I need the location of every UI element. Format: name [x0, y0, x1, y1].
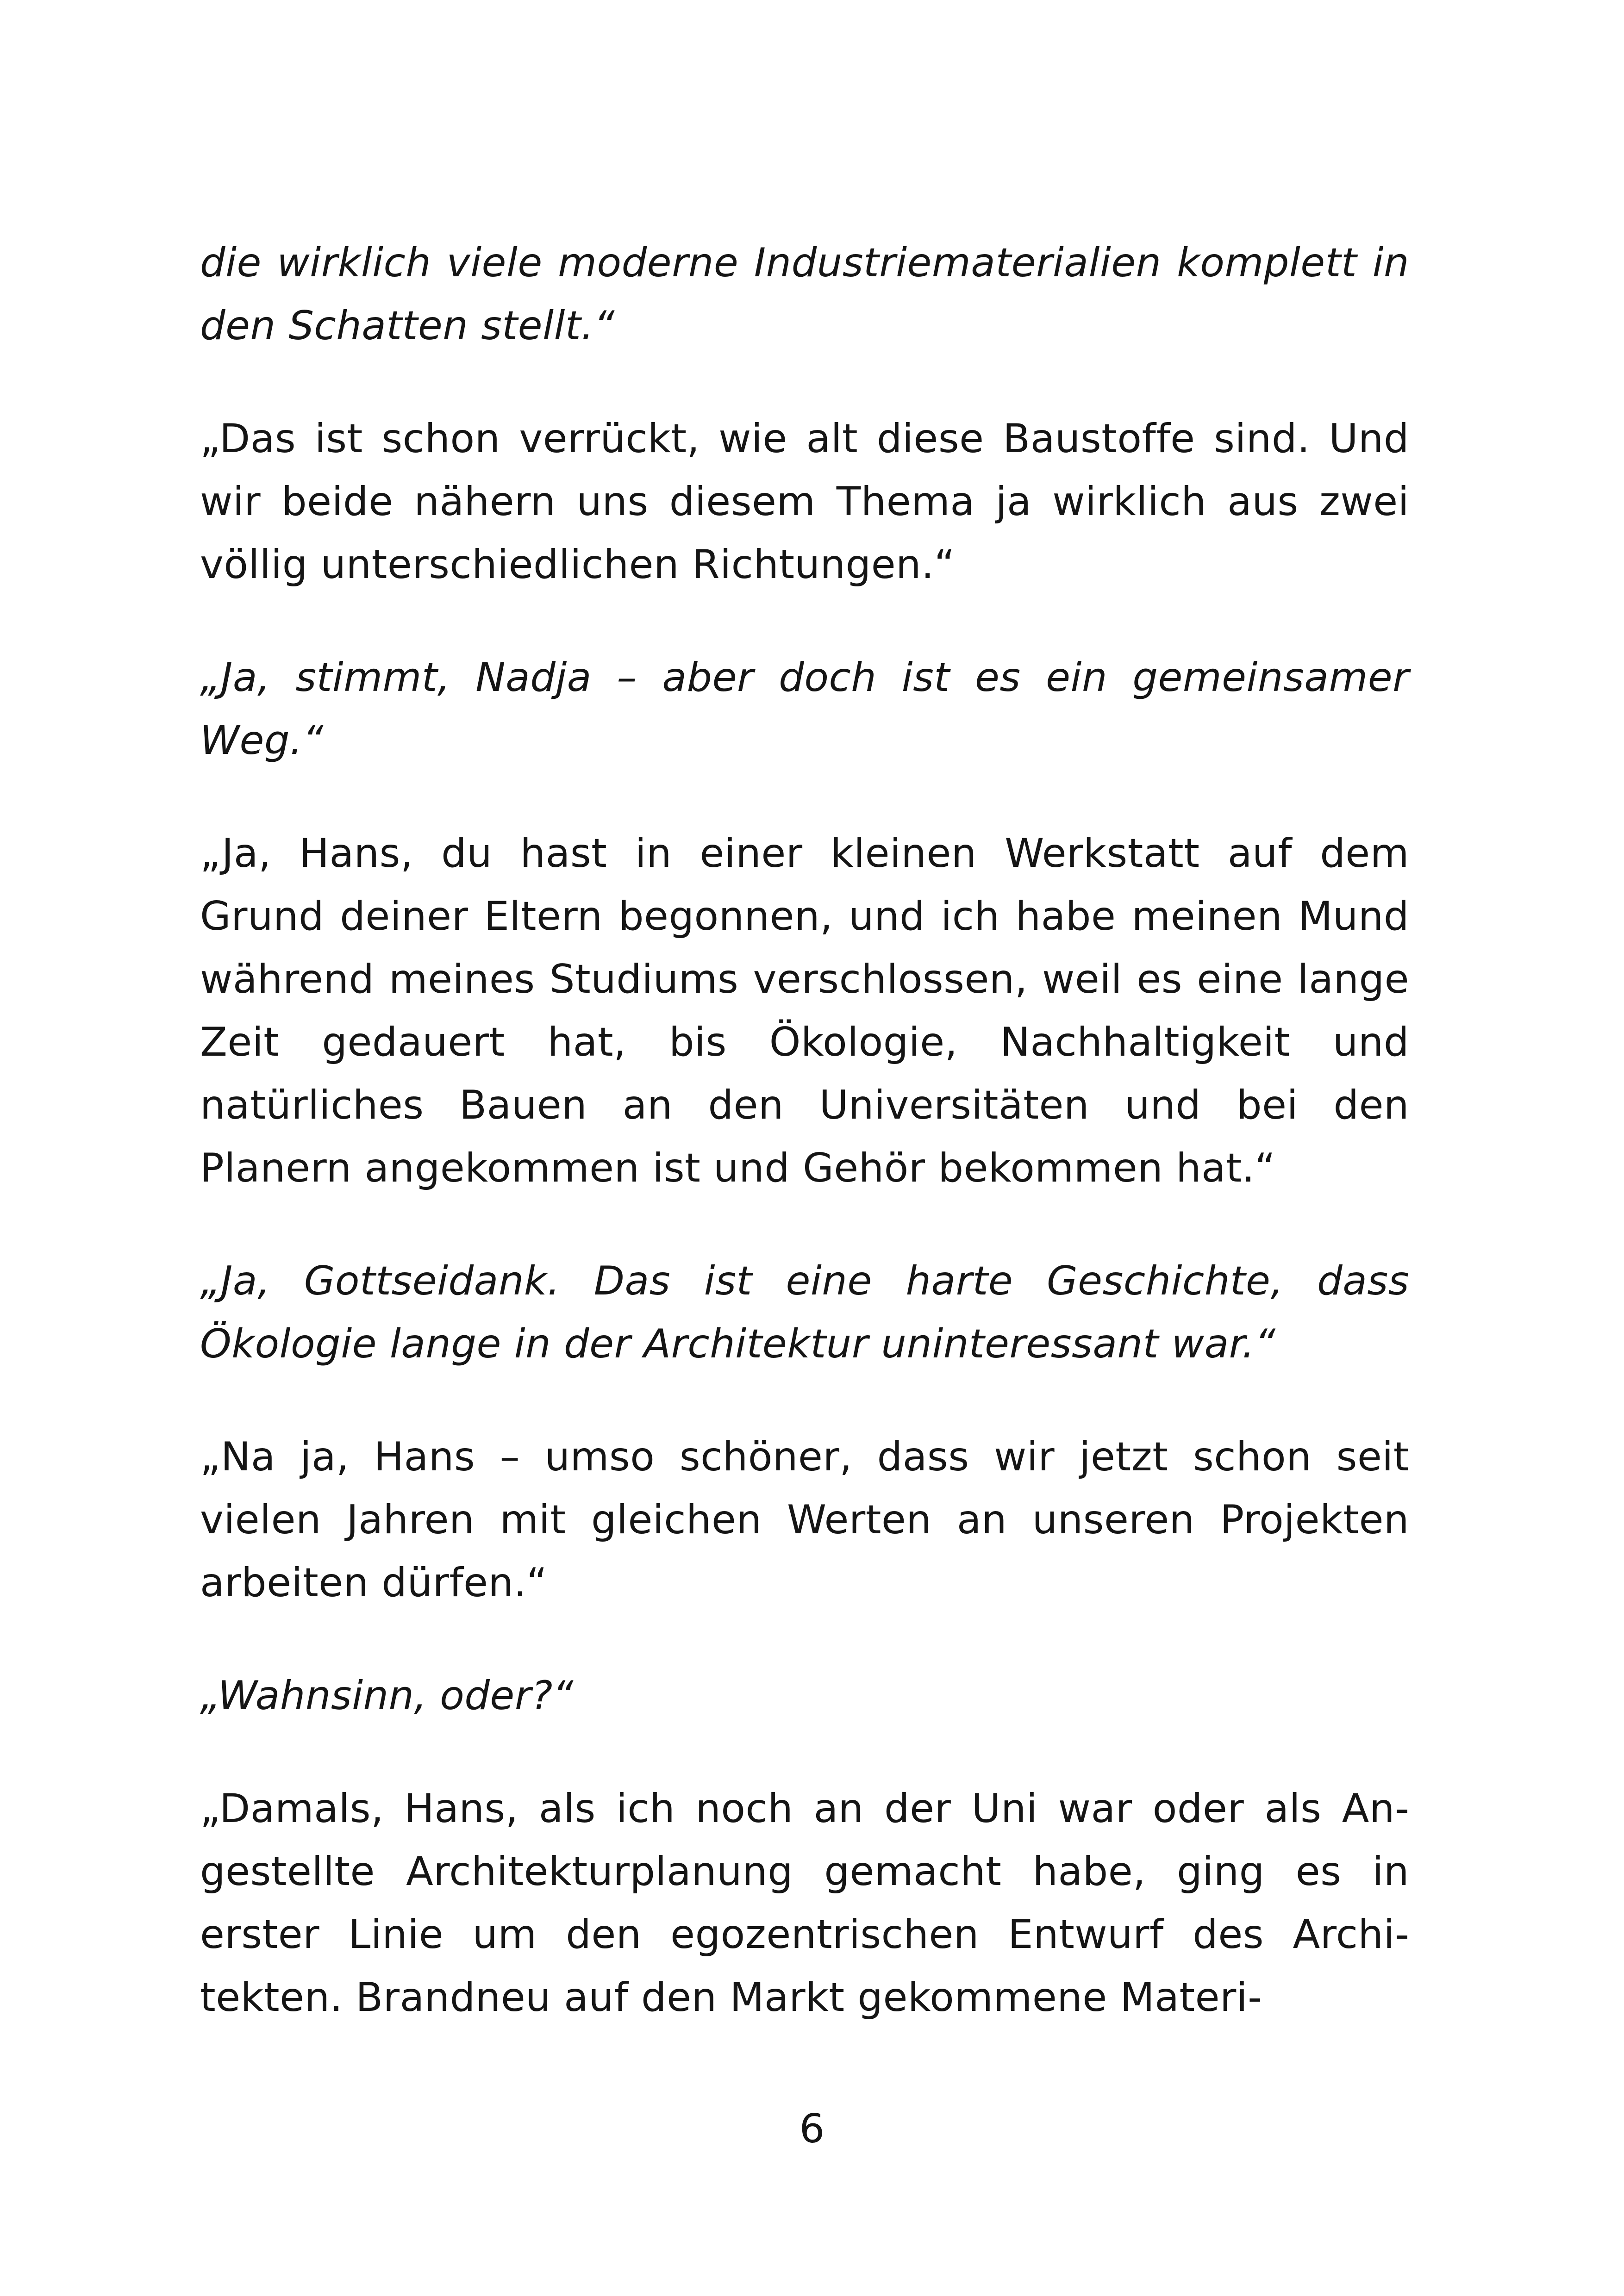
paragraph-1: die wirklich viele moderne Industriematerialien komplett in den Schatten stellt.“ [200, 240, 1409, 349]
body-text [200, 231, 1409, 2079]
paragraph-6: „Na ja, Hans – umso schöner, dass wir jetzt schon seit vielen Jahren mit gleichen Werten an unseren Projekten arbeiten dürfen.“ [200, 1434, 1409, 1606]
paragraph-4: „Ja, Hans, du hast in einer kleinen Werkstatt auf dem Grund deiner Eltern begonnen, und ich habe meinen Mund während meines Studiums verschlossen, weil es eine lange Zeit gedauert hat, bis Ökologie, Nachhaltigkeit und natürliches Bauen an den Universitäten und bei den Planern angekommen ist und Gehör bekommen hat.“ [200, 830, 1409, 1191]
paragraph-3: „Ja, stimmt, Nadja – aber doch ist es ein gemeinsamer Weg.“ [200, 654, 1409, 764]
paragraph-5: „Ja, Gottseidank. Das ist eine harte Geschichte, dass Ökologie lange in der Architektur uninteressant war.“ [200, 1258, 1409, 1367]
page-number: 6 [799, 2106, 825, 2152]
paragraph-2: „Das ist schon verrückt, wie alt diese Baustoffe sind. Und wir beide nähern uns diesem Thema ja wirklich aus zwei völlig unterschiedlichen Richtungen.“ [200, 416, 1409, 588]
paragraph-8: „Damals, Hans, als ich noch an der Uni war oder als Angestellte Architekturplanung gemacht habe, ging es in erster Linie um den egozentrischen Entwurf des Architekten. Brandneu auf den Markt gekommene Materi- [200, 1786, 1409, 2021]
paragraph-7: „Wahnsinn, oder?“ [200, 1673, 574, 1719]
